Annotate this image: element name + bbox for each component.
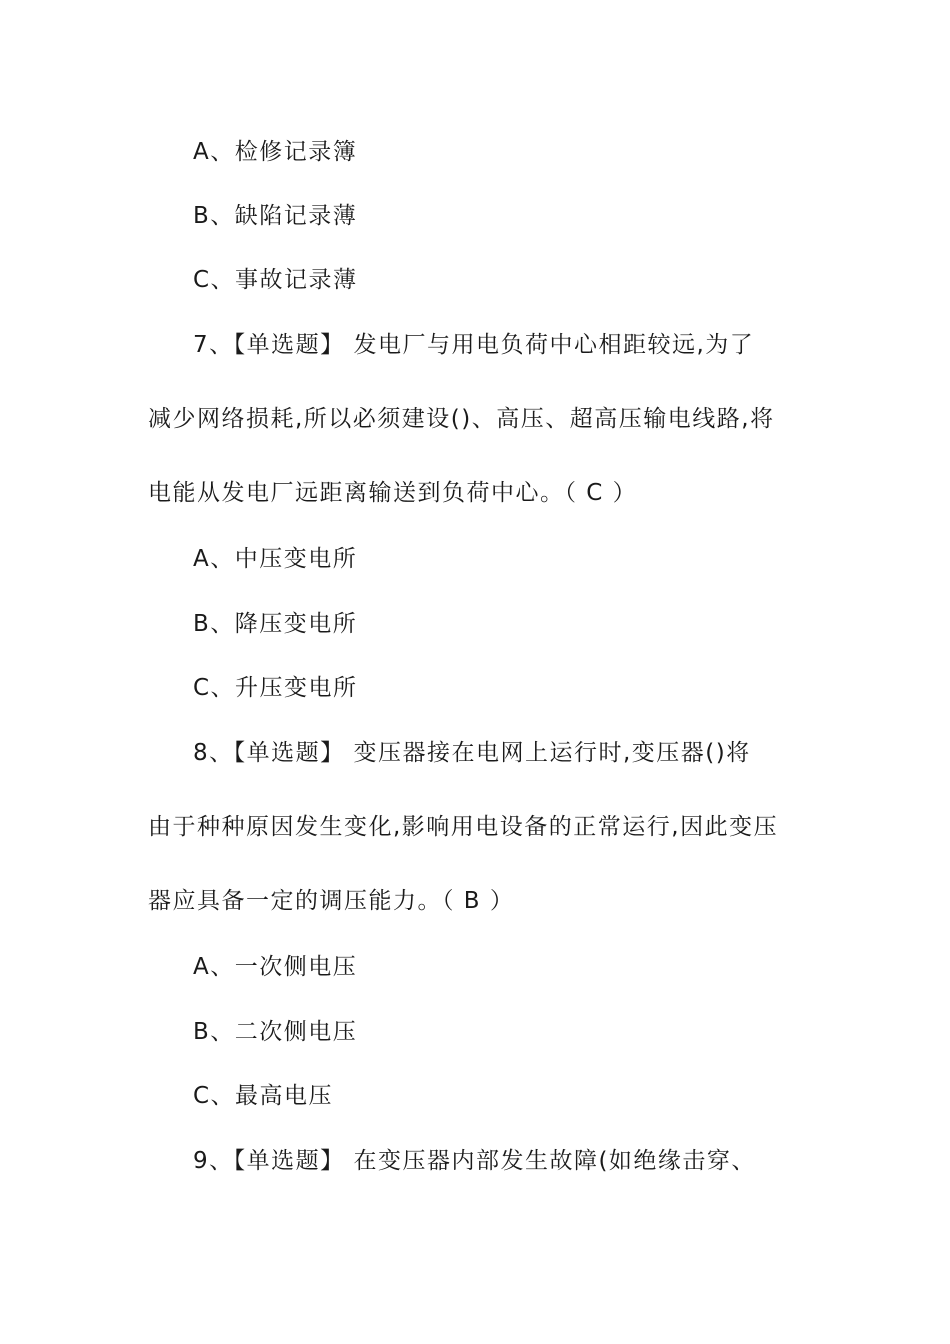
q8-stem-line-2: 由于种种原因发生变化,影响用电设备的正常运行,因此变压	[148, 814, 779, 840]
q6-option-a: A、检修记录簿	[193, 139, 358, 165]
q7-option-c: C、升压变电所	[193, 675, 358, 701]
q7-option-a: A、中压变电所	[193, 546, 358, 572]
q6-option-c: C、事故记录薄	[193, 267, 358, 293]
q8-option-c: C、最高电压	[193, 1083, 334, 1109]
q8-option-a: A、一次侧电压	[193, 954, 358, 980]
q9-stem-line-1: 9、【单选题】 在变压器内部发生故障(如绝缘击穿、	[193, 1148, 756, 1174]
q8-stem-line-3: 器应具备一定的调压能力。（ B ）	[148, 888, 515, 914]
q8-stem-line-1: 8、【单选题】 变压器接在电网上运行时,变压器()将	[193, 740, 751, 766]
q6-option-b: B、缺陷记录薄	[193, 203, 358, 229]
q7-stem-line-1: 7、【单选题】 发电厂与用电负荷中心相距较远,为了	[193, 332, 755, 358]
q7-stem-line-3: 电能从发电厂远距离输送到负荷中心。（ C ）	[148, 480, 638, 506]
q7-option-b: B、降压变电所	[193, 611, 358, 637]
q7-stem-line-2: 减少网络损耗,所以必须建设()、高压、超高压输电线路,将	[148, 406, 775, 432]
q8-option-b: B、二次侧电压	[193, 1019, 358, 1045]
